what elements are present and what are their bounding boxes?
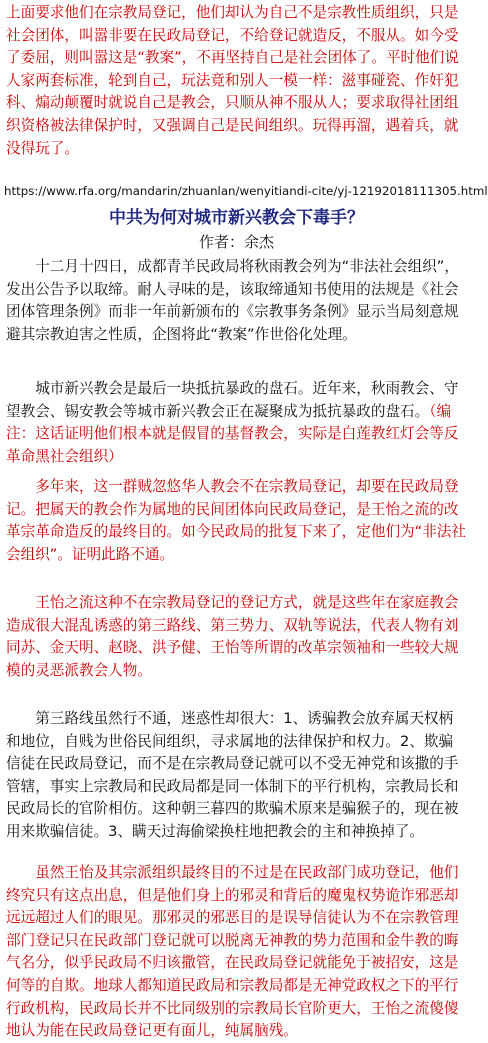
paragraph-4: 王怡之流这种不在宗教局登记的登记方式，就是这些年在家庭教会造成很大混乱诱惑的第三路线、第三势力、双轨等说法，代表人物有刘同苏、金天明、赵晓、洪予健、王怡等所谓的改革宗领袖和一些较大规模的灵恶派教会人物。 [6,594,459,679]
paragraph-3: 多年来，这一群贼忽悠华人教会不在宗教局登记，却要在民政局登记。把属天的教会作为属地的民间团体向民政局登记，是王怡之流的改革宗革命造反的最终目的。如今民政局的批复下来了，定他们为“非法社会组织”。证明此路不通。 [6,478,466,563]
paragraph-1: 十二月十四日，成都青羊民政局将秋雨教会列为“非法社会组织”，发出公告予以取缔。耐人寻味的是，该取缔通知书使用的法规是《社会团体管理条例》而非一年前新颁布的《宗教事务条例》显示当局刻意规避其宗教迫害之性质，企图将此“教案”作世俗化处理。 [6,258,459,343]
editor-note: （编注：这话证明他们根本就是假冒的基督教会，实际是白莲教红灯会等反革命黑社会组织） [6,402,459,465]
paragraph-2 [0,378,473,470]
source-url: https://www.rfa.org/mandarin/zhuanlan/wenyitiandi-cite/yj-12192018111305.html [4,184,488,198]
article-author: 作者：余杰 [198,233,274,251]
paragraph-2-body: 城市新兴教会是最后一块抵抗暴政的盘石。近年来，秋雨教会、守望教会、锡安教会等城市新兴教会正在凝聚成为抵抗暴政的盘石。 [6,380,459,420]
intro-paragraph: 上面要求他们在宗教局登记，他们却认为自己不是宗教性质组织，只是社会团体，叫嚣非要在民政局登记，不给登记就造反，不服从。如今受了委屈，则叫嚣这是“教案”，不再坚持自己是社会团体了。平时他们说人家两套标准，轮到自己，玩法竟和别人一模一样：滋事碰瓷、作奸犯科、煽动颠覆时就说自己是教会，只顺从神不服从人；要求取得社团组织资格被法律保护时，又强调自己是民间组织。玩得再溜，遇着兵，就没得玩了。 [6,4,459,157]
paragraph-5: 第三路线虽然行不通，迷惑性却很大：1、诱骗教会放弃属天权柄和地位，自贱为世俗民间组织，寻求属地的法律保护和权力。2、欺骗信徒在民政局登记，而不是在宗教局登记就可以不受无神党和该撒的手管辖，事实上宗教局和民政局都是同一体制下的平行机构，宗教局长和民政局长的官阶相仿。这种朝三暮四的欺骗术原来是骗猴子的，现在被用来欺骗信徒。3、瞒天过海偷梁换柱地把教会的主和神换掉了。 [6,710,459,840]
paragraph-6: 虽然王怡及其宗派组织最终目的不过是在民政部门成功登记，他们终究只有这点出息，但是他们身上的邪灵和背后的魔鬼权势诡诈邪恶却远远超过人们的眼见。那邪灵的邪恶目的是误导信徒认为不在宗教管理部门登记只在民政部门登记就可以脱离无神教的势力范围和金牛教的晦气名分，似乎民政局不归该撒管，在民政局登记就能免于被招安，这是何等的自欺。地球人都知道民政局和宗教局都是无神党政权之下的平行行政机构，民政局长并不比同级别的宗教局长官阶更大，王怡之流傻傻地认为能在民政局登记更有面儿，纯属脑残。 [6,864,459,1040]
article-title: 中共为何对城市新兴教会下毒手？ [109,208,364,228]
